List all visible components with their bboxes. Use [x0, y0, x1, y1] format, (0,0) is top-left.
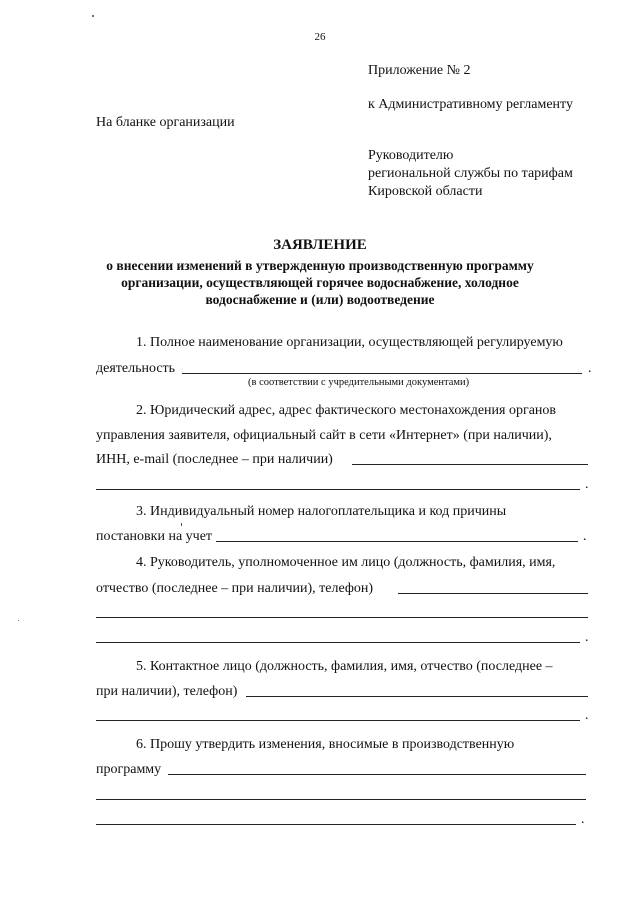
- item-4-line-1: 4. Руководитель, уполномоченное им лицо (должность, фамилия, имя,: [136, 555, 556, 570]
- addressee-line-3: Кировской области: [368, 184, 483, 199]
- document-title: ЗАЯВЛЕНИЕ: [273, 237, 367, 253]
- item-6-line-1: 6. Прошу утвердить изменения, вносимые в производственную: [136, 737, 515, 752]
- item-6-field-line-1: [168, 774, 586, 775]
- item-1-period: .: [588, 361, 592, 376]
- document-subtitle-line-3: водоснабжение и (или) водоотведение: [205, 292, 435, 307]
- item-2-line-1: 2. Юридический адрес, адрес фактического местонахождения органов: [136, 403, 557, 418]
- addressee-line-2: региональной службы по тарифам: [368, 166, 573, 181]
- item-2-period: .: [585, 477, 589, 492]
- item-1-field-line: [182, 373, 582, 374]
- page-number: 26: [314, 31, 326, 43]
- item-5-line-1: 5. Контактное лицо (должность, фамилия, имя, отчество (последнее –: [136, 659, 553, 674]
- addressee-line-1: Руководителю: [368, 148, 454, 163]
- scan-speck: [18, 620, 19, 621]
- appendix-label: Приложение № 2: [368, 63, 471, 78]
- item-4-line-2: отчество (последнее – при наличии), телефон): [96, 581, 374, 596]
- item-5-period: .: [585, 708, 589, 723]
- document-subtitle-line-1: о внесении изменений в утвержденную производственную программу: [106, 258, 534, 273]
- item-6-line-2: программу: [96, 762, 162, 777]
- regulation-label: к Административному регламенту: [368, 97, 573, 112]
- scan-speck: [181, 523, 182, 526]
- scan-speck: [92, 15, 94, 17]
- item-2-field-line-2: [96, 489, 580, 490]
- item-2-line-3: ИНН, e-mail (последнее – при наличии): [96, 452, 333, 467]
- item-1-note: (в соответствии с учредительными документами): [248, 377, 470, 388]
- item-4-period: .: [585, 630, 589, 645]
- letterhead-label: На бланке организации: [96, 115, 235, 130]
- item-2-field-line-1: [352, 464, 588, 465]
- item-5-field-line-2: [96, 720, 580, 721]
- item-5-line-2: при наличии), телефон): [96, 684, 238, 699]
- item-3-period: .: [583, 529, 587, 544]
- item-2-line-2: управления заявителя, официальный сайт в сети «Интернет» (при наличии),: [96, 428, 552, 443]
- item-5-field-line-1: [246, 696, 588, 697]
- item-3-field-line: [216, 541, 578, 542]
- item-1-line-1: 1. Полное наименование организации, осуществляющей регулируемую: [136, 335, 563, 350]
- item-4-field-line-2: [96, 617, 588, 618]
- item-4-field-line-1: [398, 593, 588, 594]
- item-1-line-2: деятельность: [96, 361, 176, 376]
- item-6-field-line-2: [96, 799, 586, 800]
- item-6-period: .: [581, 812, 585, 827]
- item-6-field-line-3: [96, 824, 576, 825]
- document-subtitle-line-2: организации, осуществляющей горячее водоснабжение, холодное: [121, 275, 519, 290]
- item-4-field-line-3: [96, 642, 580, 643]
- item-3-line-2: постановки на учет: [96, 529, 213, 544]
- item-3-line-1: 3. Индивидуальный номер налогоплательщика и код причины: [136, 504, 507, 519]
